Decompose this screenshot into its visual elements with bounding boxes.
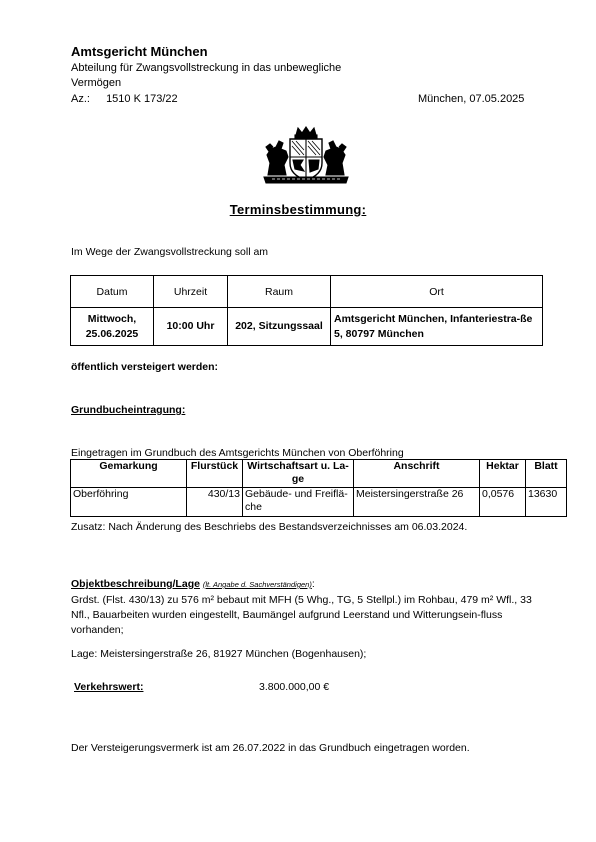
header-wirtschaftsart: Wirtschaftsart u. La-ge	[243, 460, 354, 488]
auction-statement: öffentlich versteigert werden:	[71, 361, 219, 373]
datum-weekday: Mittwoch,	[87, 312, 137, 325]
cell-raum: 202, Sitzungssaal	[228, 308, 331, 346]
place-date: München, 07.05.2025	[418, 93, 525, 105]
header-ort: Ort	[331, 276, 543, 308]
header-uhrzeit: Uhrzeit	[154, 276, 228, 308]
property-description-heading	[71, 578, 315, 590]
appointment-table	[70, 275, 543, 346]
header-raum: Raum	[228, 276, 331, 308]
property-description-title: Objektbeschreibung/Lage	[71, 578, 200, 590]
header-datum: Datum	[71, 276, 154, 308]
header-anschrift: Anschrift	[354, 460, 480, 488]
department-name: Abteilung für Zwangsvollstreckung in das unbewegliche Vermögen	[71, 62, 342, 89]
cell-datum	[71, 308, 154, 346]
header-hektar: Hektar	[480, 460, 526, 488]
land-register-heading: Grundbucheintragung:	[71, 404, 186, 416]
cell-uhrzeit: 10:00 Uhr	[154, 308, 228, 346]
market-value-amount: 3.800.000,00 €	[259, 681, 330, 693]
coat-of-arms-icon	[262, 125, 350, 185]
addendum-text: Zusatz: Nach Änderung des Beschriebs des Bestandsverzeichnisses am 06.03.2024.	[71, 521, 468, 533]
header-flurstueck: Flurstück	[187, 460, 243, 488]
land-register-table	[70, 459, 567, 517]
property-location: Lage: Meistersingerstraße 26, 81927 München (Bogenhausen);	[71, 648, 367, 660]
table-row	[71, 488, 567, 517]
cell-flurstueck: 430/13	[187, 488, 243, 517]
intro-text: Im Wege der Zwangsvollstreckung soll am	[71, 246, 269, 258]
header-blatt: Blatt	[526, 460, 567, 488]
property-description-text: Grdst. (Flst. 430/13) zu 576 m² bebaut mit MFH (5 Whg., TG, 5 Stellpl.) im Rohbau, 479 m² Wfl., 33 Nfl., Bauarbeiten wurden eingestellt, Baumängel aufgrund Leerstand und Witterungsein-fluss vorhanden;	[71, 594, 532, 636]
document-title: Terminsbestimmung:	[229, 202, 367, 217]
cell-ort: Amtsgericht München, Infanteriestra-ße 5, 80797 München	[331, 308, 543, 346]
auction-note: Der Versteigerungsvermerk ist am 26.07.2022 in das Grundbuch eingetragen worden.	[71, 742, 470, 754]
case-number	[71, 93, 178, 105]
cell-gemarkung: Oberföhring	[71, 488, 187, 517]
table-header-row	[71, 276, 543, 308]
header-gemarkung: Gemarkung	[71, 460, 187, 488]
table-row	[71, 308, 543, 346]
land-register-intro: Eingetragen im Grundbuch des Amtsgerichts München von Oberföhring	[71, 447, 404, 459]
market-value-label: Verkehrswert:	[74, 681, 144, 693]
table-header-row	[71, 460, 567, 488]
cell-wirtschaftsart: Gebäude- und Freiflä-che	[243, 488, 354, 517]
case-number-value: 1510 K 173/22	[106, 93, 178, 105]
cell-blatt: 13630	[526, 488, 567, 517]
datum-date: 25.06.2025	[85, 327, 139, 340]
case-number-label: Az.:	[71, 93, 90, 105]
heading-colon: :	[311, 578, 315, 590]
expert-note: (lt. Angabe d. Sachverständigen)	[202, 580, 312, 589]
court-name: Amtsgericht München	[71, 44, 208, 59]
cell-anschrift: Meistersingerstraße 26	[354, 488, 480, 517]
cell-hektar: 0,0576	[480, 488, 526, 517]
